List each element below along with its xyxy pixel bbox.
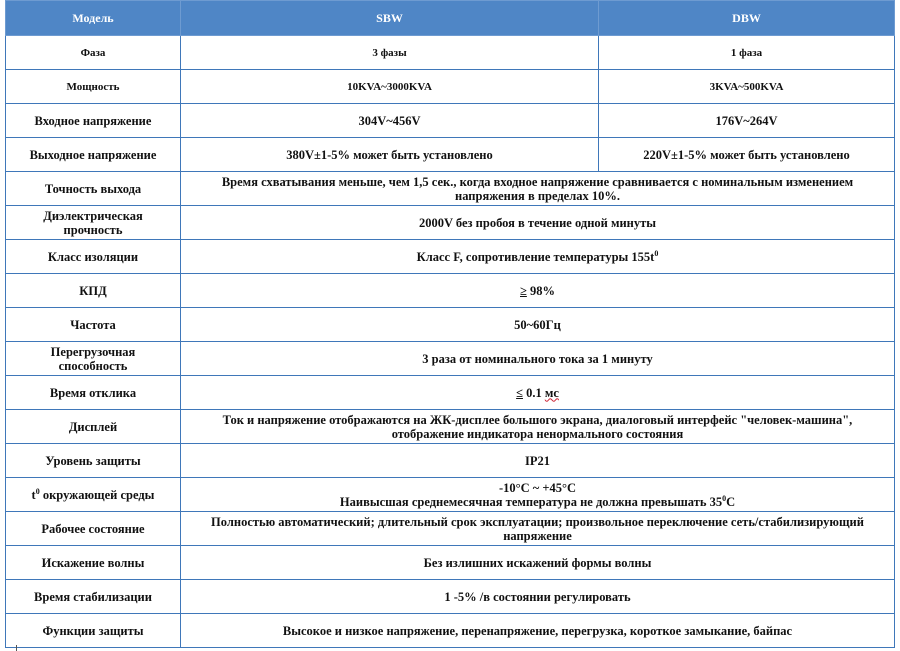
display-line-2: отображение индикатора ненормального состояния [391,426,684,441]
cell-efficiency [181,274,895,308]
cell-input-voltage-sbw: 304V~456V [181,104,599,138]
table-row [6,36,895,70]
ambient-line-1: -10°C ~ +45°C [498,480,577,495]
table-row [6,342,895,376]
insulation-degree-sup: 0 [654,248,659,258]
ambient-line-2-text: Наивысшая среднемесячная температура не должна превышать 35 [339,494,723,509]
cell-input-voltage-dbw: 176V~264V [599,104,895,138]
row-label-efficiency: КПД [6,274,181,308]
cell-frequency: 50~60Гц [181,308,895,342]
ambient-line-2-sup: 0 [722,493,727,503]
ambient-line-2 [187,495,888,509]
row-label-display: Дисплей [6,410,181,444]
header-dbw: DBW [599,1,895,36]
row-label-overload [6,342,181,376]
table-row [6,614,895,648]
dielectric-label-line-2: прочность [63,222,123,237]
row-label-stabilization: Время стабилизации [6,580,181,614]
ambient-label-sup: 0 [35,486,40,496]
row-label-protection-functions: Функции защиты [6,614,181,648]
cell-overload: 3 раза от номинального тока за 1 минуту [181,342,895,376]
table-row [6,206,895,240]
spec-table [5,0,895,648]
row-label-insulation: Класс изоляции [6,240,181,274]
cell-display [181,410,895,444]
working-state-line-2: напряжение [503,528,572,543]
table-row [6,138,895,172]
response-unit: мс [544,385,559,400]
accuracy-line-2: напряжения в пределах 10%. [455,188,620,203]
row-label-power: Мощность [6,70,181,104]
ambient-label-prefix: t [31,487,36,502]
cell-response [181,376,895,410]
row-label-response: Время отклика [6,376,181,410]
header-sbw: SBW [181,1,599,36]
table-row [6,410,895,444]
overload-label-line-1: Перегрузочная [50,344,136,359]
table-row [6,274,895,308]
row-label-distortion: Искажение волны [6,546,181,580]
response-number: 0.1 [526,385,542,400]
row-label-dielectric [6,206,181,240]
cell-power-dbw: 3KVA~500KVA [599,70,895,104]
insulation-value: Класс F, сопротивление температуры 155t [416,249,655,264]
row-label-protection-level: Уровень защиты [6,444,181,478]
table-row [6,512,895,546]
header-row [6,1,895,36]
cell-dielectric: 2000V без пробоя в течение одной минуты [181,206,895,240]
overload-label-line-2: способность [58,358,128,373]
row-label-output-voltage: Выходное напряжение [6,138,181,172]
efficiency-sign: ≥ [520,283,527,298]
cell-protection-functions: Высокое и низкое напряжение, перенапряжение, перегрузка, короткое замыкание, байпас [181,614,895,648]
row-label-accuracy: Точность выхода [6,172,181,206]
table-row [6,240,895,274]
table-row [6,580,895,614]
cell-phase-sbw: 3 фазы [181,36,599,70]
header-model: Модель [6,1,181,36]
cell-output-voltage-sbw: 380V±1-5% может быть установлено [181,138,599,172]
efficiency-value: 98% [530,283,555,298]
table-row [6,376,895,410]
cell-stabilization: 1 -5% /в состоянии регулировать [181,580,895,614]
cell-power-sbw: 10KVA~3000KVA [181,70,599,104]
table-row [6,104,895,138]
cell-output-voltage-dbw: 220V±1-5% может быть установлено [599,138,895,172]
ambient-line-2-end: C [726,494,736,509]
cell-protection-level: IP21 [181,444,895,478]
response-sign: ≤ [516,385,523,400]
cell-ambient [181,478,895,512]
working-state-line-1: Полностью автоматический; длительный срок эксплуатации; произвольное переключение сеть/стабилизирующий [211,514,864,529]
dielectric-label-line-1: Диэлектрическая [43,208,143,223]
row-label-phase: Фаза [6,36,181,70]
table-row [6,546,895,580]
cell-phase-dbw: 1 фаза [599,36,895,70]
display-line-1: Ток и напряжение отображаются на ЖК-дисплее большого экрана, диалоговый интерфейс "человек-машина", [222,412,853,427]
row-label-frequency: Частота [6,308,181,342]
row-label-working-state: Рабочее состояние [6,512,181,546]
table-row [6,444,895,478]
cell-insulation [181,240,895,274]
row-label-ambient [6,478,181,512]
cell-accuracy [181,172,895,206]
table-row [6,308,895,342]
row-label-input-voltage: Входное напряжение [6,104,181,138]
edge-mark [16,645,17,651]
accuracy-line-1: Время схватывания меньше, чем 1,5 сек., когда входное напряжение сравнивается с номинальным изменением [221,174,854,189]
table-row [6,478,895,512]
table-row [6,70,895,104]
cell-distortion: Без излишних искажений формы волны [181,546,895,580]
cell-working-state [181,512,895,546]
table-row [6,172,895,206]
ambient-label-text: окружающей среды [39,487,155,502]
